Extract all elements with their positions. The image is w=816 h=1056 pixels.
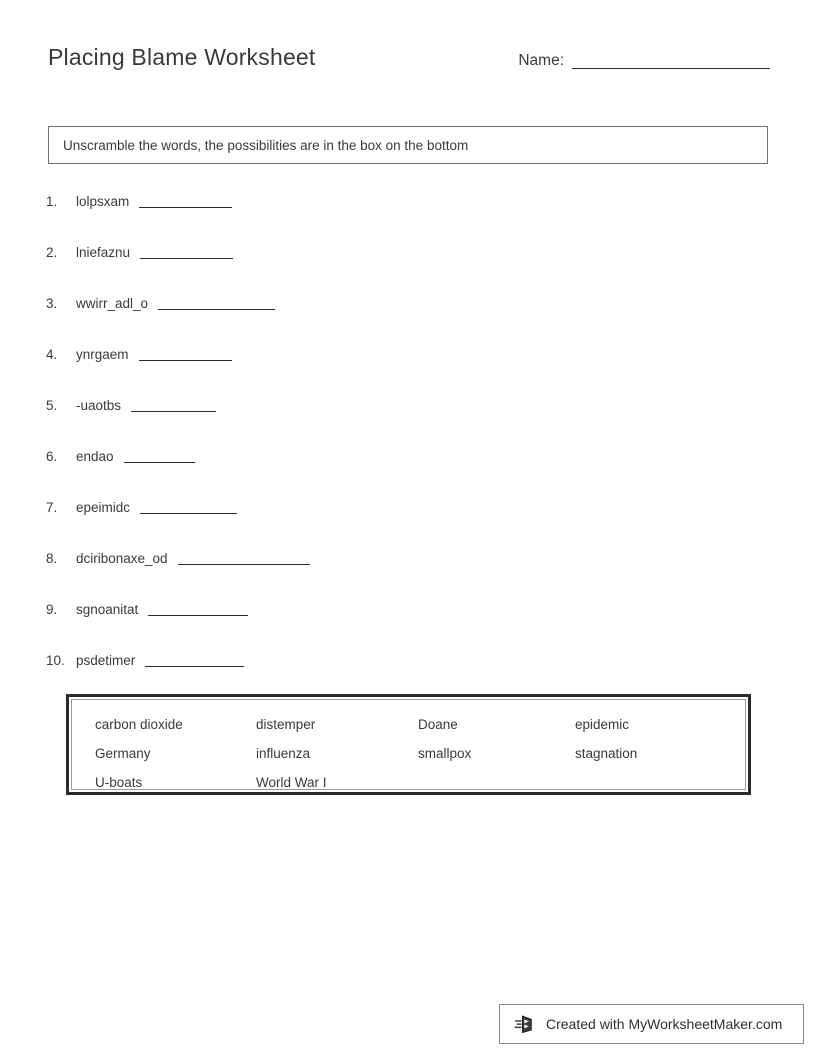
scrambled-word: sgnoanitat — [76, 602, 139, 617]
question-number: 7. — [46, 500, 58, 515]
answer-blank[interactable] — [140, 513, 237, 514]
question-row — [46, 499, 746, 550]
question-row — [46, 397, 746, 448]
name-input-rule[interactable] — [572, 68, 770, 69]
scrambled-word: wwirr_adl_o — [76, 296, 149, 311]
word-bank-item: Germany — [95, 746, 151, 761]
word-bank-item: stagnation — [575, 746, 638, 761]
scrambled-word: psdetimer — [76, 653, 136, 668]
word-bank-item: Doane — [418, 717, 458, 732]
worksheet-header — [48, 44, 770, 88]
question-row — [46, 448, 746, 499]
answer-blank[interactable] — [178, 564, 310, 565]
answer-blank[interactable] — [131, 411, 216, 412]
scrambled-word: endao — [76, 449, 114, 464]
word-bank-item: smallpox — [418, 746, 472, 761]
question-number: 8. — [46, 551, 58, 566]
question-row — [46, 550, 746, 601]
word-bank-item: epidemic — [575, 717, 630, 732]
footer-attribution-text: Created with MyWorksheetMaker.com — [546, 1016, 783, 1032]
question-number: 10. — [46, 653, 65, 668]
instructions-box — [48, 126, 768, 164]
questions-list — [46, 193, 746, 703]
answer-blank[interactable] — [139, 207, 232, 208]
question-row — [46, 244, 746, 295]
myworksheetmaker-logo-icon — [514, 1013, 536, 1035]
question-number: 5. — [46, 398, 58, 413]
answer-blank[interactable] — [148, 615, 248, 616]
answer-blank[interactable] — [124, 462, 195, 463]
footer-attribution-badge[interactable] — [499, 1004, 804, 1044]
instructions-text: Unscramble the words, the possibilities are in the box on the bottom — [63, 137, 469, 153]
answer-blank[interactable] — [139, 360, 232, 361]
question-row — [46, 346, 746, 397]
page-title: Placing Blame Worksheet — [48, 44, 316, 70]
answer-blank[interactable] — [158, 309, 275, 310]
word-bank-item: distemper — [256, 717, 316, 732]
word-bank-box — [66, 694, 751, 795]
word-bank-item: U-boats — [95, 775, 143, 790]
word-bank-inner — [71, 699, 746, 790]
answer-blank[interactable] — [140, 258, 233, 259]
question-number: 1. — [46, 194, 58, 209]
name-field-group — [518, 52, 770, 72]
question-row — [46, 601, 746, 652]
question-number: 2. — [46, 245, 58, 260]
word-bank-item: carbon dioxide — [95, 717, 183, 732]
question-row — [46, 193, 746, 244]
scrambled-word: -uaotbs — [76, 398, 122, 413]
question-number: 6. — [46, 449, 58, 464]
question-row — [46, 295, 746, 346]
question-number: 9. — [46, 602, 58, 617]
question-number: 3. — [46, 296, 58, 311]
scrambled-word: epeimidc — [76, 500, 131, 515]
word-bank-item: World War I — [256, 775, 327, 790]
scrambled-word: ynrgaem — [76, 347, 129, 362]
question-number: 4. — [46, 347, 58, 362]
scrambled-word: lniefaznu — [76, 245, 131, 260]
word-bank-item: influenza — [256, 746, 311, 761]
scrambled-word: dciribonaxe_od — [76, 551, 168, 566]
scrambled-word: lolpsxam — [76, 194, 130, 209]
answer-blank[interactable] — [145, 666, 244, 667]
name-label: Name: — [518, 52, 564, 69]
